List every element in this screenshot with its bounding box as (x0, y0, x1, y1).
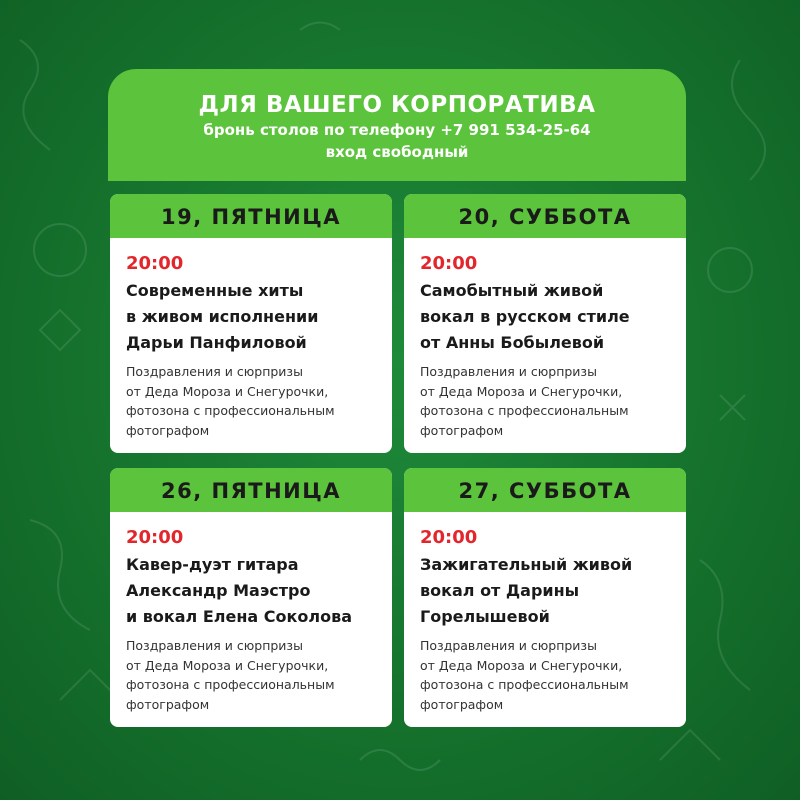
event-title-line: и вокал Елена Соколова (126, 607, 352, 626)
event-title-line: вокал в русском стиле (420, 307, 630, 326)
event-title-line: в живом исполнении (126, 307, 319, 326)
event-title-line: Горелышевой (420, 607, 550, 626)
event-title-line: Александр Маэстро (126, 581, 311, 600)
event-extra-line: фотозона с профессиональным (420, 677, 629, 692)
event-title-line: от Анны Бобылевой (420, 333, 605, 352)
event-extra-line: фотографом (420, 422, 504, 438)
header-title: ДЛЯ ВАШЕГО КОРПОРАТИВА (198, 92, 596, 118)
event-card-20 (404, 194, 686, 453)
event-card-26 (110, 468, 392, 727)
event-time: 20:00 (420, 253, 478, 274)
event-extra-line: от Деда Мороза и Снегурочки, (126, 657, 329, 673)
event-extra-line: Поздравления и сюрпризы (126, 638, 303, 653)
event-extra-line: фотографом (126, 696, 210, 712)
event-card-19 (110, 194, 392, 453)
event-extra-line: Поздравления и сюрпризы (420, 364, 597, 379)
event-day: 26, ПЯТНИЦА (110, 468, 392, 512)
event-extra-line: Поздравления и сюрпризы (420, 638, 597, 653)
entry-info: вход свободный (325, 143, 469, 161)
event-time: 20:00 (420, 527, 478, 548)
event-extra-line: Поздравления и сюрпризы (126, 364, 303, 379)
event-title (126, 278, 378, 356)
header-banner (108, 69, 686, 181)
event-day: 20, СУББОТА (404, 194, 686, 238)
booking-phone-line: бронь столов по телефону +7 991 534-25-64 (203, 121, 591, 139)
event-extras (420, 362, 672, 440)
event-title (420, 552, 672, 630)
event-day: 27, СУББОТА (404, 468, 686, 512)
event-card-27 (404, 468, 686, 727)
event-extra-line: от Деда Мороза и Снегурочки, (420, 657, 623, 673)
event-extras (420, 636, 672, 714)
event-time: 20:00 (126, 527, 184, 548)
event-title (126, 552, 378, 630)
event-title-line: Дарьи Панфиловой (126, 333, 307, 352)
event-extra-line: фотографом (420, 696, 504, 712)
event-extra-line: фотозона с профессиональным (126, 677, 335, 692)
event-extra-line: от Деда Мороза и Снегурочки, (126, 383, 329, 399)
event-extras (126, 362, 378, 440)
event-title-line: Кавер-дуэт гитара (126, 555, 299, 574)
event-day: 19, ПЯТНИЦА (110, 194, 392, 238)
event-title-line: Зажигательный живой (420, 555, 633, 574)
event-title (420, 278, 672, 356)
event-extra-line: от Деда Мороза и Снегурочки, (420, 383, 623, 399)
event-extra-line: фотографом (126, 422, 210, 438)
event-time: 20:00 (126, 253, 184, 274)
event-extra-line: фотозона с профессиональным (126, 403, 335, 418)
event-extra-line: фотозона с профессиональным (420, 403, 629, 418)
event-title-line: Самобытный живой (420, 281, 604, 300)
event-title-line: Современные хиты (126, 281, 304, 300)
event-extras (126, 636, 378, 714)
event-title-line: вокал от Дарины (420, 581, 580, 600)
